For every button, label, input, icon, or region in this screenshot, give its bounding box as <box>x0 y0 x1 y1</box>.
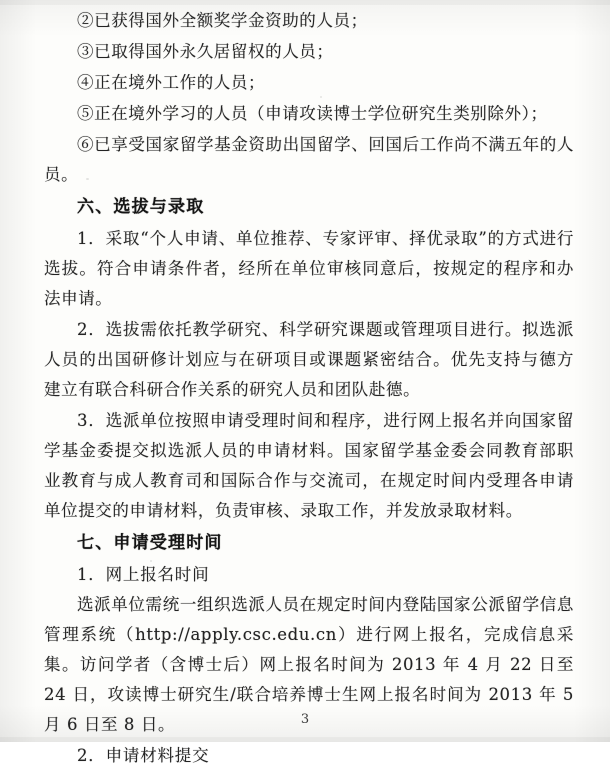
scan-streak <box>0 0 610 5</box>
list-item-6: ⑥已享受国家留学基金资助出国留学、回国后工作尚不满五年的人员。 <box>44 135 574 184</box>
list-item-4: ④正在境外工作的人员； <box>77 73 266 92</box>
list-item-3: ③已取得国外永久居留权的人员； <box>77 42 334 61</box>
paragraph-selection-2: 2．选拔需依托教学研究、科学研究课题或管理项目进行。拟选派人员的出国研修计划应与在研项目或课题紧密结合。优先支持与德方建立有联合科研合作关系的研究人员和团队赴德。 <box>44 320 574 399</box>
section-heading-six: 六、选拔与录取 <box>77 197 205 217</box>
subsection-online-registration-time: 1．网上报名时间 <box>77 565 210 584</box>
subsection-material-submission: 2．申请材料提交 <box>77 746 210 765</box>
list-item-2: ②已获得国外全额奖学金资助的人员； <box>77 11 368 30</box>
page-number: 3 <box>300 712 310 727</box>
document-body <box>44 6 574 771</box>
paragraph-online-registration: 选派单位需统一组织选派人员在规定时间内登陆国家公派留学信息管理系统（http://apply.csc.edu.cn）进行网上报名，完成信息采集。访问学者（含博士后）网上报名时间为 2013 年 4 月 22 日至 24 日，攻读博士研究生/联合培养博士生网上报名时间为 2013 年 5 月 6 日至 8 日。 <box>44 595 574 734</box>
section-heading-seven: 七、申请受理时间 <box>77 533 223 553</box>
paragraph-selection-3: 3．选派单位按照申请受理时间和程序，进行网上报名并向国家留学基金委提交拟选派人员的申请材料。国家留学基金委会同教育部职业教育与成人教育司和国际合作与交流司，在规定时间内受理各申请单位提交的申请材料，负责审核、录取工作，并发放录取材料。 <box>44 411 574 520</box>
paragraph-selection-1: 1．采取“个人申请、单位推荐、专家评审、择优录取”的方式进行选拔。符合申请条件者，经所在单位审核同意后，按规定的程序和办法申请。 <box>44 229 574 308</box>
list-item-5: ⑤正在境外学习的人员（申请攻读博士学位研究生类别除外）； <box>77 104 548 123</box>
